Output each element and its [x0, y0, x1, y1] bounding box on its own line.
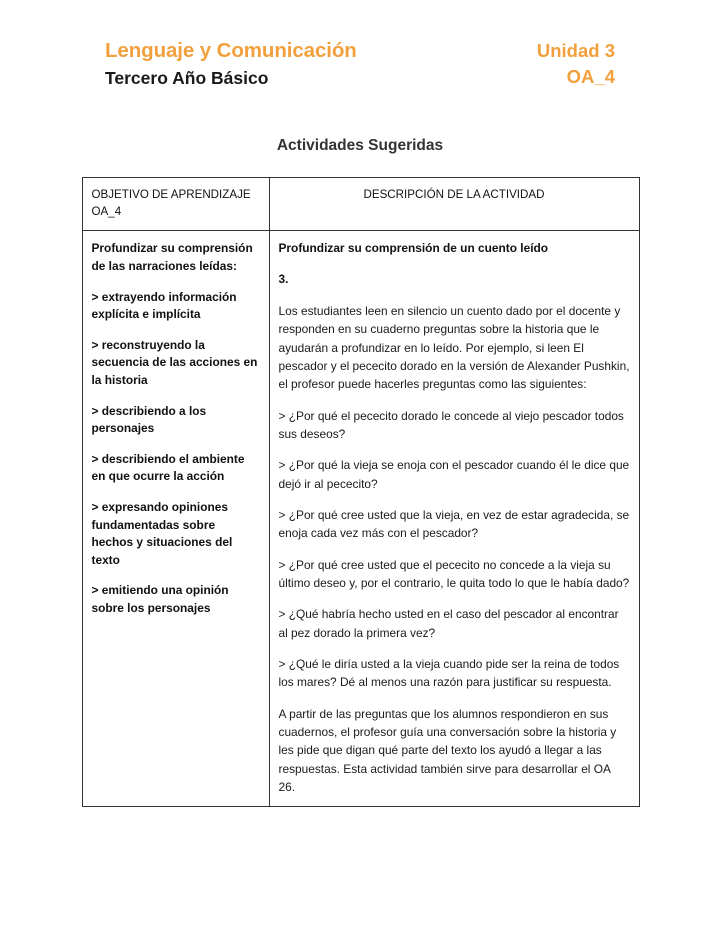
- objective-paragraph: > describiendo a los personajes: [91, 403, 207, 436]
- activity-table: [82, 177, 640, 807]
- description-heading: Profundizar su comprensión de un cuento leído: [278, 241, 549, 256]
- header-left-block: [105, 38, 357, 89]
- description-question: > ¿Por qué cree usted que la vieja, en vez de estar agradecida, se enoja cada vez más con el pescador?: [278, 507, 630, 541]
- objective-cell: [82, 231, 269, 807]
- description-question: > ¿Qué le diría usted a la vieja cuando pide ser la reina de todos los mares? Dé al menos una razón para justificar su respuesta.: [278, 656, 620, 690]
- objective-paragraph: > expresando opiniones fundamentadas sobre hechos y situaciones del texto: [91, 499, 233, 567]
- description-question: > ¿Por qué el pececito dorado le concede al viejo pescador todos sus deseos?: [278, 408, 624, 441]
- column-header-objective: OBJETIVO DE APRENDIZAJE OA_4: [82, 178, 269, 231]
- objective-paragraph: > reconstruyendo la secuencia de las acciones en la historia: [91, 337, 258, 387]
- oa-label: OA_4: [566, 66, 615, 88]
- table-header-row: [82, 178, 639, 231]
- objective-paragraph: > emitiendo una opinión sobre los personajes: [91, 583, 229, 616]
- subject-title: Lenguaje y Comunicación: [105, 39, 357, 62]
- activity-table-wrapper: [82, 177, 639, 807]
- document-header: [0, 0, 720, 89]
- description-cell: [269, 231, 639, 807]
- table-row: [82, 231, 639, 807]
- page-title: Actividades Sugeridas: [276, 137, 444, 155]
- description-closing: A partir de las preguntas que los alumnos respondieron en sus cuadernos, el profesor guía una conversación sobre la historia y les pide que digan qué parte del texto los ayudó a llegar a las respuestas. Esta actividad también sirve para desarrollar el OA 26.: [278, 706, 617, 794]
- unit-label: Unidad 3: [536, 40, 615, 61]
- table-body: [82, 231, 639, 807]
- column-header-description: DESCRIPCIÓN DE LA ACTIVIDAD: [269, 178, 639, 231]
- description-intro: Los estudiantes leen en silencio un cuento dado por el docente y responden en su cuaderno preguntas sobre la historia que le ayudarán a profundizar en lo leído. Por ejemplo, si leen El pescador y el pececito dorado en la versión de Alexander Pushkin, el profesor puede hacerles preguntas como las siguientes:: [278, 304, 630, 392]
- description-number: 3.: [278, 272, 289, 287]
- description-question: > ¿Por qué la vieja se enoja con el pescador cuando él le dice que dejó ir al pececito?: [278, 458, 630, 491]
- objective-paragraph: Profundizar su comprensión de las narraciones leídas:: [91, 241, 253, 273]
- objective-paragraph: > extrayendo información explícita e implícita: [91, 289, 237, 322]
- description-question: > ¿Qué habría hecho usted en el caso del pescador al encontrar al pez dorado la primera vez?: [278, 607, 619, 640]
- objective-paragraph: > describiendo el ambiente en que ocurre la acción: [91, 451, 245, 484]
- header-right-block: [537, 38, 615, 89]
- description-question: > ¿Por qué cree usted que el pececito no concede a la vieja su último deseo y, por el contrario, le quita todo lo que le había dado?: [278, 557, 630, 590]
- grade-title: Tercero Año Básico: [105, 67, 269, 88]
- table-header: [82, 178, 639, 231]
